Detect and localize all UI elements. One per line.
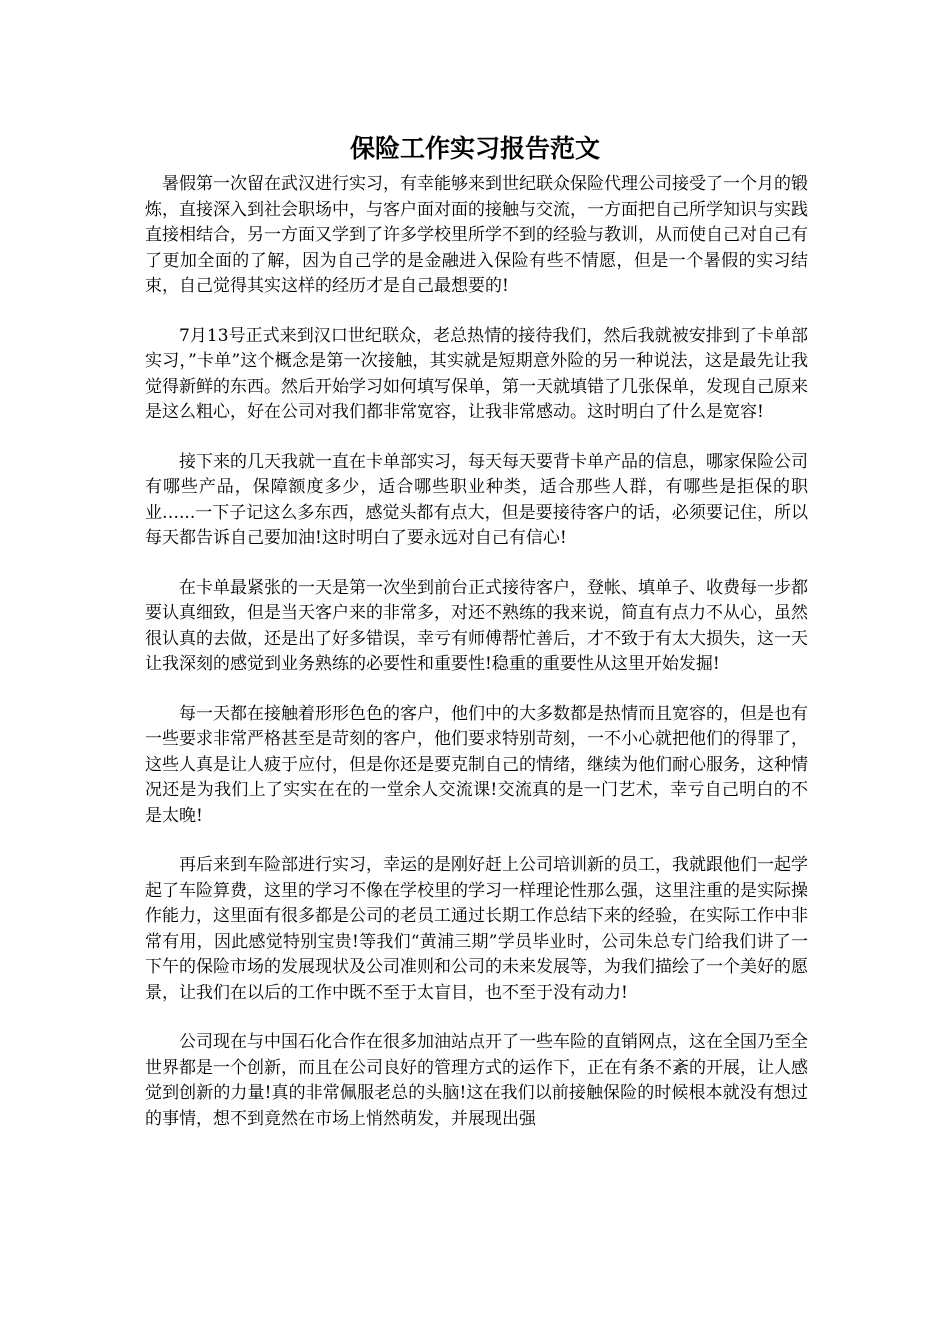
paragraph: 7月13号正式来到汉口世纪联众，老总热情的接待我们，然后我就被安排到了卡单部实习，”卡单”这个概念是第一次接触，其实就是短期意外险的另一种说法，这是最先让我觉得新鲜的东西。然后开始学习如何填写保单，第一天就填错了几张保单，发现自己原来是这么粗心，好在公司对我们都非常宽容，让我非常感动。这时明白了什么是宽容! — [145, 325, 808, 422]
paragraph: 每一天都在接触着形形色色的客户，他们中的大多数都是热情而且宽容的，但是也有一些要求非常严格甚至是苛刻的客户，他们要求特别苛刻，一不小心就把他们的得罪了，这些人真是让人疲于应付，但是你还是要克制自己的情绪，继续为他们耐心服务，这种情况还是为我们上了实实在在的一堂余人交流课!交流真的是一门艺术，幸亏自己明白的不是太晚! — [145, 703, 808, 826]
paragraph: 在卡单最紧张的一天是第一次坐到前台正式接待客户，登帐、填单子、收费每一步都要认真细致，但是当天客户来的非常多，对还不熟练的我来说，简直有点力不从心，虽然很认真的去做，还是出了好多错误，幸亏有师傅帮忙善后，才不致于有太大损失，这一天让我深刻的感觉到业务熟练的必要性和重要性!稳重的重要性从这里开始发掘! — [145, 577, 808, 674]
document-body — [145, 172, 808, 1156]
paragraph: 暑假第一次留在武汉进行实习，有幸能够来到世纪联众保险代理公司接受了一个月的锻炼，直接深入到社会职场中，与客户面对面的接触与交流，一方面把自己所学知识与实践直接相结合，另一方面又学到了许多学校里所学不到的经验与教训，从而使自己对自己有了更加全面的了解，因为自己学的是金融进入保险有些不情愿，但是一个暑假的实习结束，自己觉得其实这样的经历才是自己最想要的! — [145, 174, 808, 296]
paragraph: 再后来到车险部进行实习，幸运的是刚好赶上公司培训新的员工，我就跟他们一起学起了车险算费，这里的学习不像在学校里的学习一样理论性那么强，这里注重的是实际操作能力，这里面有很多都是公司的老员工通过长期工作总结下来的经验，在实际工作中非常有用，因此感觉特别宝贵!等我们“黄浦三期”学员毕业时，公司朱总专门给我们讲了一下午的保险市场的发展现状及公司准则和公司的未来发展等，为我们描绘了一个美好的愿景，让我们在以后的工作中既不至于太盲目，也不至于没有动力! — [145, 855, 808, 1003]
paragraph: 接下来的几天我就一直在卡单部实习，每天每天要背卡单产品的信息，哪家保险公司有哪些产品，保障额度多少，适合哪些职业种类，适合那些人群，有哪些是拒保的职业…...一下子记这么多东西，感觉头都有点大，但是要接待客户的话，必须要记住，所以每天都告诉自己要加油!这时明白了要永远对自己有信心! — [145, 451, 808, 548]
document-title: 保险工作实习报告范文 — [349, 134, 600, 163]
paragraph: 公司现在与中国石化合作在很多加油站点开了一些车险的直销网点，这在全国乃至全世界都是一个创新，而且在公司良好的管理方式的运作下，正在有条不紊的开展，让人感觉到创新的力量!真的非常佩服老总的头脑!这在我们以前接触保险的时候根本就没有想过的事情，想不到竟然在市场上悄然萌发，并展现出强 — [145, 1032, 808, 1129]
